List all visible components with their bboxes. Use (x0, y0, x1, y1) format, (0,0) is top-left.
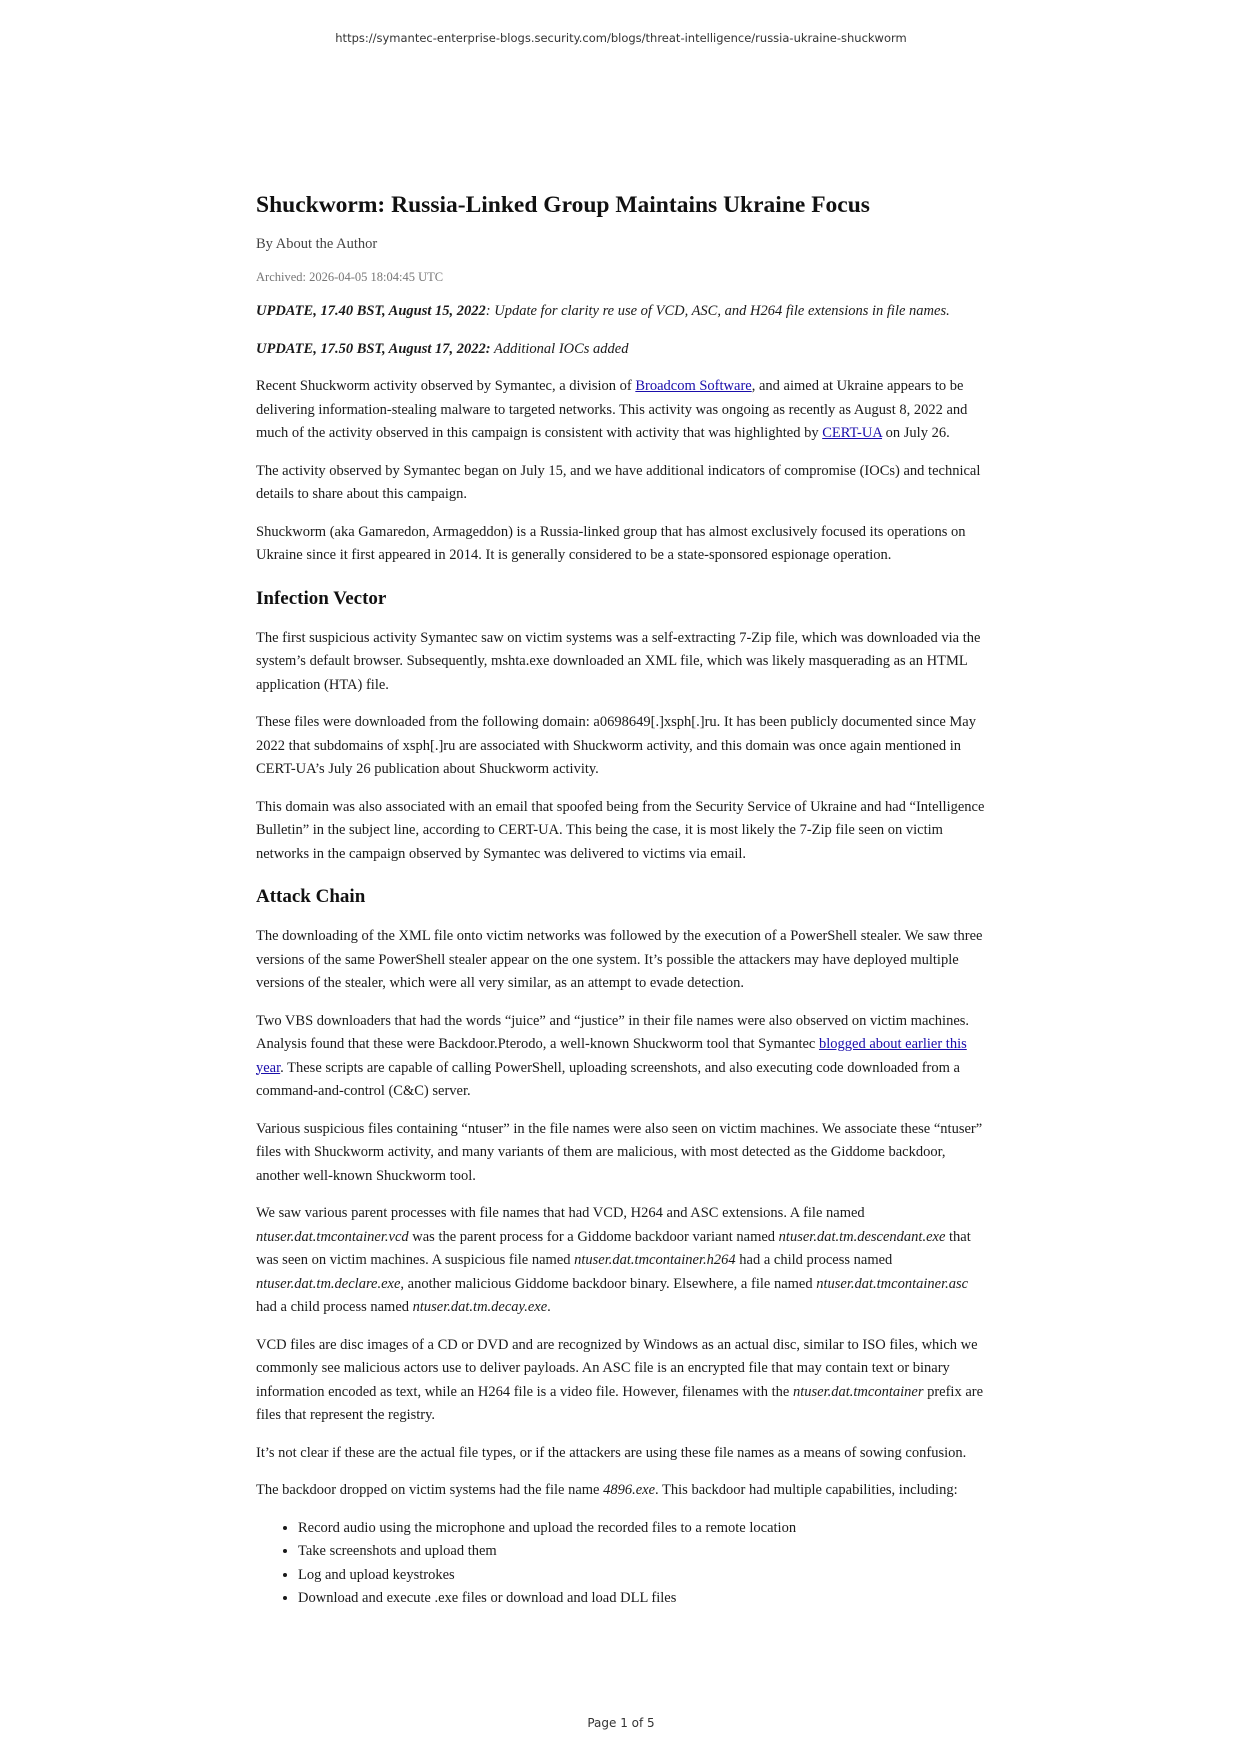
text-run: Two VBS downloaders that had the words “juice” and “justice” in their file names were also observed on victim machines. Analysis found that these were Backdoor.Pterodo, a well-known Shuckworm tool that Symantec (256, 1012, 970, 1052)
paragraph: The activity observed by Symantec began on July 15, and we have additional indicators of compromise (IOCs) and technical details to share about this campaign. (256, 462, 981, 502)
file-name: ntuser.dat.tmcontainer.h264 (574, 1252, 736, 1268)
paragraph: It’s not clear if these are the actual file types, or if the attackers are using these file names as a means of sowing confusion. (256, 1444, 967, 1461)
file-name: ntuser.dat.tmcontainer.asc (816, 1275, 969, 1292)
page-number: Page 1 of 5 (587, 1716, 655, 1730)
text-run: . These scripts are capable of calling PowerShell, uploading screenshots, and also executing code downloaded from a command-and-control (C&C) server. (256, 1059, 960, 1099)
paragraph (256, 375, 991, 446)
page-url-header: https://symantec-enterprise-blogs.security.com/blogs/threat-intelligence/russia-ukraine-shuckworm (335, 31, 907, 45)
article-title: Shuckworm: Russia-Linked Group Maintains Ukraine Focus (256, 192, 870, 218)
paragraph: Shuckworm (aka Gamaredon, Armageddon) is a Russia-linked group that has almost exclusively focused its operations on Ukraine since it first appeared in 2014. It is generally considered to be a state-sponsored espionage operation. (256, 523, 966, 563)
update-text: : Update for clarity re use of VCD, ASC, and H264 file extensions in file names. (485, 303, 950, 319)
file-name: 4896.exe (603, 1482, 656, 1498)
update-note-2 (256, 338, 991, 362)
text-run: We saw various parent processes with file names that had VCD, H264 and ASC extensions. A file named (256, 1205, 865, 1221)
paragraph (256, 1479, 991, 1503)
text-run: , another malicious Giddome backdoor binary. Elsewhere, a file named (400, 1275, 817, 1292)
section-heading-attack-chain: Attack Chain (256, 886, 366, 907)
paragraph (256, 1202, 991, 1320)
text-run: was the parent process for a Giddome backdoor variant named (408, 1228, 779, 1245)
text-run: on July 26. (882, 425, 950, 441)
text-run: that was seen on victim machines. A suspicious file named (256, 1228, 971, 1268)
text-run: The backdoor dropped on victim systems had the file name (256, 1482, 604, 1498)
paragraph: The downloading of the XML file onto victim networks was followed by the execution of a PowerShell stealer. We saw three versions of the same PowerShell stealer appear on the one system. It’s possible the attackers may have deployed multiple versions of the stealer, which were all very similar, as an attempt to evade detection. (256, 928, 983, 991)
file-name: ntuser.dat.tm.descendant.exe (778, 1228, 946, 1245)
broadcom-software-link[interactable]: Broadcom Software (635, 378, 752, 394)
list-item: • Log and upload keystrokes (298, 1564, 991, 1588)
paragraph: The first suspicious activity Symantec saw on victim systems was a self-extracting 7-Zip file, which was downloaded via the system’s default browser. Subsequently, mshta.exe downloaded an XML file, which was likely masquerading as an HTML application (HTA) file. (256, 629, 981, 693)
file-name: ntuser.dat.tm.decay.exe (412, 1299, 548, 1315)
update-note-1 (256, 300, 991, 324)
file-name: ntuser.dat.tmcontainer.vcd (256, 1228, 409, 1245)
paragraph (256, 1010, 991, 1104)
section-heading-infection-vector: Infection Vector (256, 587, 387, 609)
file-name: ntuser.dat.tm.declare.exe (256, 1275, 401, 1292)
text-run: had a child process named (735, 1252, 893, 1268)
text-run: had a child process named (256, 1299, 413, 1315)
text-run: VCD files are disc images of a CD or DVD and are recognized by Windows as an actual disc, similar to ISO files, which we commonly see malicious actors use to deliver payloads. An ASC file is an encrypted file that may contain text or binary information encoded as text, while an H264 file is a video file. However, filenames with the (256, 1336, 978, 1400)
list-item: • Take screenshots and upload them (298, 1540, 991, 1564)
text-run: , and aimed at Ukraine appears to be delivering information-stealing malware to targeted networks. This activity was ongoing as recently as August 8, 2022 and much of the activity observed in this campaign is consistent with activity that was highlighted by (256, 378, 968, 441)
paragraph (256, 1334, 991, 1428)
blogged-earlier-link[interactable]: blogged about earlier this year (256, 1036, 967, 1076)
update-text: Additional IOCs added (490, 340, 629, 357)
file-prefix: ntuser.dat.tmcontainer (792, 1383, 924, 1400)
capabilities-list (256, 1517, 991, 1611)
text-run: Recent Shuckworm activity observed by Symantec, a division of (256, 378, 636, 394)
paragraph: Various suspicious files containing “ntuser” in the file names were also seen on victim machines. We associate these “ntuser” files with Shuckworm activity, and many variants of them are malicious, with most detected as the Giddome backdoor, another well-known Shuckworm tool. (256, 1120, 983, 1184)
list-item: • Download and execute .exe files or download and load DLL files (298, 1587, 991, 1611)
article-byline: By About the Author (256, 236, 378, 252)
update-label: UPDATE, 17.50 BST, August 17, 2022: (256, 340, 491, 357)
text-run: prefix are files that represent the registry. (256, 1383, 984, 1423)
archived-timestamp: Archived: 2026-04-05 18:04:45 UTC (256, 269, 444, 284)
list-item: • Record audio using the microphone and upload the recorded files to a remote location (298, 1517, 991, 1541)
paragraph: These files were downloaded from the following domain: a0698649[.]xsph[.]ru. It has been publicly documented since May 2022 that subdomains of xsph[.]ru are associated with Shuckworm activity, and this domain was once again mentioned in CERT-UA’s July 26 publication about Shuckworm activity. (256, 714, 976, 777)
text-run: . (547, 1299, 551, 1315)
article (256, 188, 991, 1611)
paragraph: This domain was also associated with an email that spoofed being from the Security Service of Ukraine and had “Intelligence Bulletin” in the subject line, according to CERT-UA. This being the case, it is most likely the 7-Zip file seen on victim networks in the campaign observed by Symantec was delivered to victims via email. (256, 798, 985, 862)
text-run: . This backdoor had multiple capabilities, including: (655, 1482, 958, 1498)
cert-ua-link[interactable]: CERT-UA (822, 425, 883, 441)
update-label: UPDATE, 17.40 BST, August 15, 2022 (256, 303, 486, 319)
